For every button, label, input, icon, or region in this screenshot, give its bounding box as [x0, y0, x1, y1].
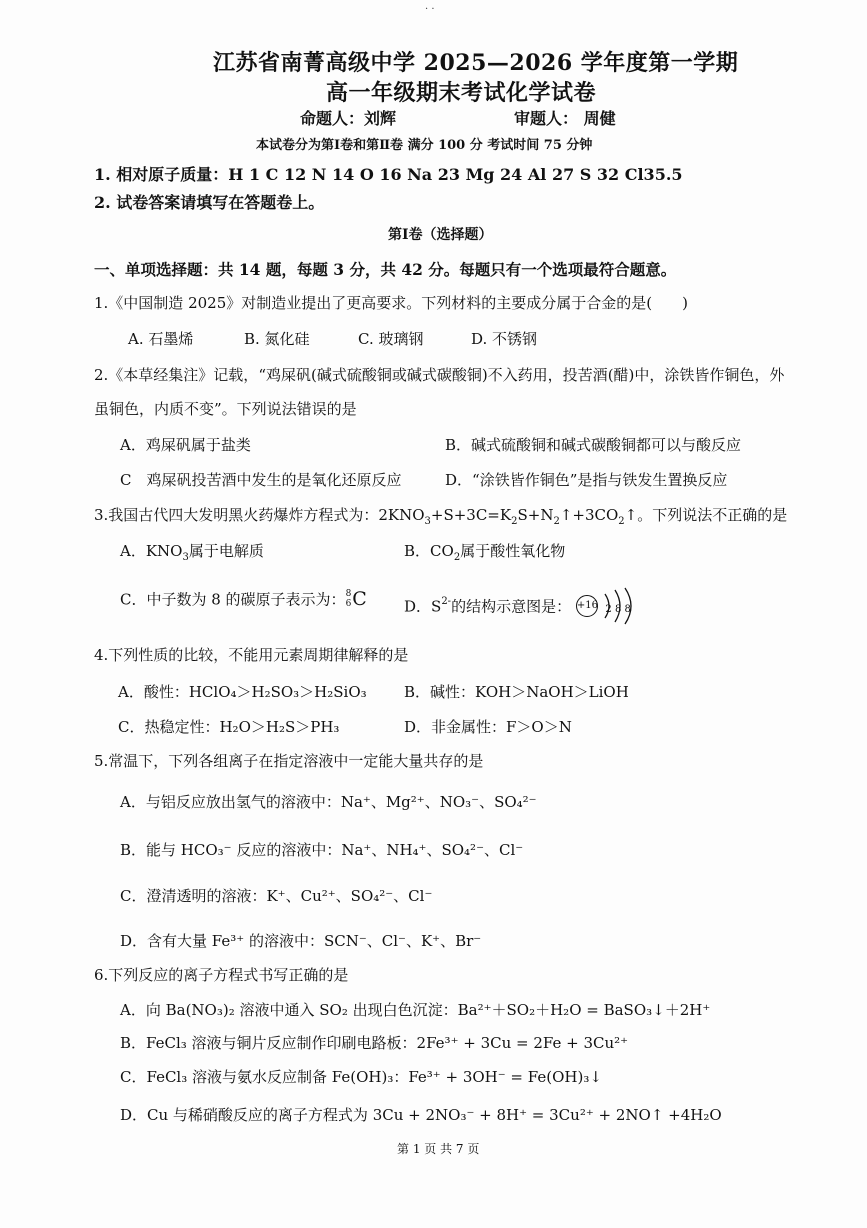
author: 命题人：刘辉: [300, 109, 397, 128]
q4-option-d: D．非金属性：F＞O＞N: [404, 718, 572, 736]
q5-stem: 5.常温下，下列各组离子在指定溶液中一定能大量共存的是: [94, 752, 484, 770]
q4-stem: 4.下列性质的比较，不能用元素周期律解释的是: [94, 646, 409, 664]
reviewer: 审题人： 周健: [514, 109, 616, 128]
q3-stem-post: ↑。下列说法不正确的是: [624, 506, 788, 524]
q6-stem: 6.下列反应的离子方程式书写正确的是: [94, 966, 349, 984]
q3-option-c: [120, 588, 367, 610]
mass-number: 8: [345, 589, 352, 599]
q1-option-b: B. 氮化硅: [244, 330, 310, 348]
q1-option-a: A. 石墨烯: [128, 330, 194, 348]
q6-option-c: C．FeCl₃ 溶液与氨水反应制备 Fe(OH)₃：Fe³⁺ + 3OH⁻ = Fe(OH)₃↓: [120, 1068, 602, 1086]
atomic-mass-note: 1. 相对原子质量：H 1 C 12 N 14 O 16 Na 23 Mg 24 Al 27 S 32 Cl35.5: [94, 165, 683, 184]
q4-option-c: C．热稳定性：H₂O＞H₂S＞PH₃: [118, 718, 340, 736]
exam-title-line1: 江苏省南菁高级中学 2025—2026 学年度第一学期: [213, 50, 739, 76]
q2-stem-line1: 2.《本草经集注》记载，“鸡屎矾(碱式硫酸铜或碱式碳酸铜)不入药用，投苦酒(醋)中，涂铁皆作铜色，外: [94, 366, 785, 384]
element-symbol: C: [352, 588, 367, 610]
q2-option-b: B．碱式硫酸铜和碱式碳酸铜都可以与酸反应: [445, 436, 742, 454]
answer-sheet-note: 2. 试卷答案请填写在答题卷上。: [94, 193, 325, 212]
q4-option-a: A．酸性：HClO₄＞H₂SO₃＞H₂SiO₃: [118, 683, 367, 701]
q3-b-text: 属于酸性氧化物: [460, 542, 566, 560]
q3-option-b: B．$CO_2$属于酸性氧化物: [404, 542, 566, 563]
q3-b-formula: B．CO: [404, 542, 454, 560]
q3-stem-mid3: ↑+3CO: [559, 506, 619, 524]
exam-info: 本试卷分为第Ⅰ卷和第Ⅱ卷 满分 100 分 考试时间 75 分钟: [256, 138, 593, 153]
q5-option-b: B．能与 HCO₃⁻ 反应的溶液中：Na⁺、NH₄⁺、SO₄²⁻、Cl⁻: [120, 841, 524, 859]
q3-d-text: 的结构示意图是：: [451, 597, 572, 616]
q2-option-a: A．鸡屎矾属于盐类: [120, 436, 251, 454]
section-instruction: 一、单项选择题：共 14 题，每题 3 分，共 42 分。每题只有一个选项最符合题意。: [94, 260, 677, 279]
page-number: 第 1 页 共 7 页: [397, 1142, 480, 1156]
q3-option-a: A．$KNO_3$属于电解质: [120, 542, 264, 563]
q3-a-text: 属于电解质: [188, 542, 264, 560]
q5-option-d: D．含有大量 Fe³⁺ 的溶液中：SCN⁻、Cl⁻、K⁺、Br⁻: [120, 932, 482, 950]
q6-option-d: D．Cu 与稀硝酸反应的离子方程式为 3Cu + 2NO₃⁻ + 8H⁺ = 3Cu²⁺ + 2NO↑ +4H₂O: [120, 1106, 722, 1124]
nucleus-circle: +16: [576, 595, 598, 617]
q3-c-text: C．中子数为 8 的碳原子表示为：: [120, 590, 346, 609]
atomic-number: 6: [345, 599, 352, 609]
q3-d-charge: 2-: [441, 596, 452, 607]
q2-option-d: D．“涂铁皆作铜色”是指与铁发生置换反应: [445, 471, 728, 489]
q1-stem: 1.《中国制造 2025》对制造业提出了更高要求。下列材料的主要成分属于合金的是( ): [94, 294, 688, 312]
q1-option-c: C. 玻璃钢: [358, 330, 424, 348]
nuclide-notation: [346, 589, 352, 609]
q3-d-ion: D．S: [404, 597, 442, 616]
q5-option-c: C．澄清透明的溶液：K⁺、Cu²⁺、SO₄²⁻、Cl⁻: [120, 887, 433, 905]
scan-mark: · ·: [425, 4, 435, 15]
q2-stem-line2: 虽铜色，内质不变”。下列说法错误的是: [94, 400, 357, 418]
q3-stem-pre: 3.我国古代四大发明黑火药爆炸方程式为：2KNO: [94, 506, 425, 524]
q4-option-b: B．碱性：KOH＞NaOH＞LiOH: [404, 683, 629, 701]
q6-option-b: B．FeCl₃ 溶液与铜片反应制作印刷电路板：2Fe³⁺ + 3Cu = 2Fe + 3Cu²⁺: [120, 1034, 629, 1052]
q5-option-a: A．与铝反应放出氢气的溶液中：Na⁺、Mg²⁺、NO₃⁻、SO₄²⁻: [120, 793, 537, 811]
q2-option-c: C 鸡屎矾投苦酒中发生的是氧化还原反应: [120, 471, 402, 489]
q3-option-d: [404, 586, 631, 626]
part-title: 第Ⅰ卷（选择题）: [388, 227, 493, 243]
q6-option-a: A．向 Ba(NO₃)₂ 溶液中通入 SO₂ 出现白色沉淀：Ba²⁺＋SO₂＋H₂O = BaSO₃↓＋2H⁺: [120, 1001, 711, 1019]
q3-a-formula: A．KNO: [120, 542, 183, 560]
shell-electron-counts: 2 8 8: [605, 604, 631, 615]
q3-stem-mid1: +S+3C=K: [430, 506, 512, 524]
q1-option-d: D. 不锈钢: [471, 330, 538, 348]
q3-stem: 3.我国古代四大发明黑火药爆炸方程式为：$2KNO_3+S+3C=K_2S+N_2↑+3CO_2↑$。下列说法不正确的是: [94, 506, 788, 527]
exam-title-line2: 高一年级期末考试化学试卷: [326, 80, 597, 106]
q3-stem-mid2: S+N: [517, 506, 554, 524]
